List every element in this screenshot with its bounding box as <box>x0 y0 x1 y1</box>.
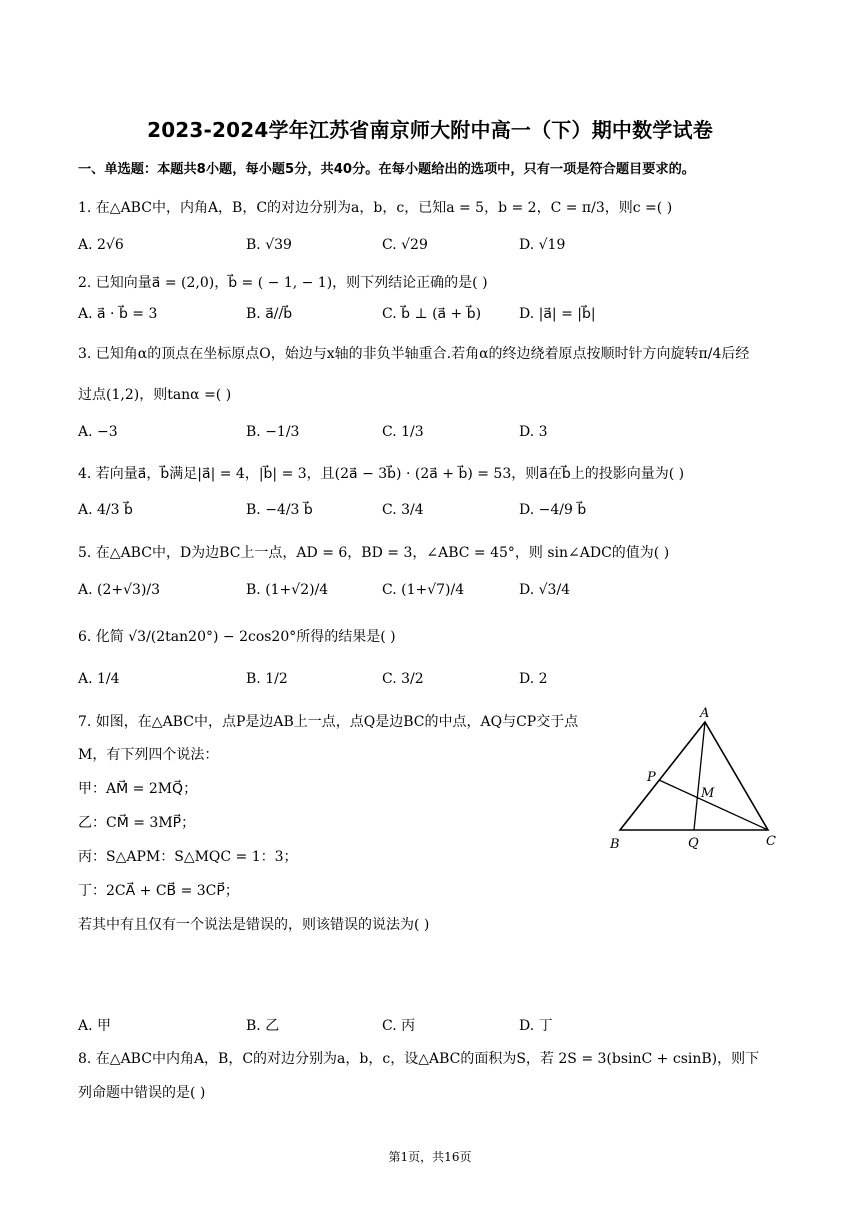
triangle-abc <box>620 722 768 830</box>
question-4-stem: 4. 若向量a⃗，b⃗满足|a⃗| = 4，|b⃗| = 3，且(2a⃗ − 3b⃗) · (2a⃗ + b⃗) = 53，则a⃗在b⃗上的投影向量为( ) <box>78 466 685 482</box>
question-1-stem: 1. 在△ABC中，内角A，B，C的对边分别为a，b，c，已知a = 5，b = 2，C = π/3，则c =( ) <box>78 200 673 216</box>
question-3-stem-line-2: 过点(1,2)，则tanα =( ) <box>78 387 232 403</box>
label-a: A <box>700 706 710 721</box>
q2-option-a: A. a⃗ · b⃗ = 3 <box>78 306 158 322</box>
question-7-stem-line-2: M，有下列四个说法： <box>78 747 219 763</box>
q6-option-d: D. 2 <box>519 671 548 687</box>
section-heading: 一、单选题：本题共8小题，每小题5分，共40分。在每小题给出的选项中，只有一项是符合题目要求的。 <box>78 162 695 177</box>
q5-option-a: A. (2+√3)/3 <box>78 582 161 598</box>
q7-option-b: B. 乙 <box>246 1018 280 1034</box>
question-7-stem-line-7: 若其中有且仅有一个说法是错误的，则该错误的说法为( ) <box>78 917 430 933</box>
label-b: B <box>610 837 620 852</box>
exam-title: 2023-2024学年江苏省南京师大附中高一（下）期中数学试卷 <box>147 118 713 142</box>
label-c: C <box>766 834 776 849</box>
q4-option-c: C. 3/4 <box>382 502 424 518</box>
label-p: P <box>647 770 656 785</box>
q2-option-d: D. |a⃗| = |b⃗| <box>519 306 596 322</box>
q7-option-c: C. 丙 <box>382 1018 416 1034</box>
q5-option-b: B. (1+√2)/4 <box>246 582 329 598</box>
triangle-figure <box>600 700 790 860</box>
question-8-stem-line-2: 列命题中错误的是( ) <box>78 1085 206 1101</box>
question-6-stem: 6. 化简 √3/(2tan20°) − 2cos20°所得的结果是( ) <box>78 629 396 645</box>
q5-option-c: C. (1+√7)/4 <box>382 582 465 598</box>
segment-aq <box>694 722 705 830</box>
question-3-stem-line-1: 3. 已知角α的顶点在坐标原点O，始边与x轴的非负半轴重合.若角α的终边绕着原点按顺时针方向旋转π/4后经 <box>78 346 750 362</box>
q3-option-a: A. −3 <box>78 424 118 440</box>
q3-option-c: C. 1/3 <box>382 424 424 440</box>
q2-option-c: C. b⃗ ⊥ (a⃗ + b⃗) <box>382 306 482 322</box>
q4-option-a: A. 4/3 b⃗ <box>78 502 133 518</box>
q6-option-b: B. 1/2 <box>246 671 288 687</box>
q6-option-a: A. 1/4 <box>78 671 120 687</box>
q5-option-d: D. √3/4 <box>519 582 571 598</box>
question-7-statement-jia: 甲：AM⃗ = 2MQ⃗； <box>78 781 198 797</box>
question-7-statement-bing: 丙：S△APM：S△MQC = 1：3； <box>78 849 298 865</box>
q1-option-b: B. √39 <box>246 237 292 253</box>
q4-option-d: D. −4/9 b⃗ <box>519 502 587 518</box>
q7-option-a: A. 甲 <box>78 1018 112 1034</box>
q3-option-d: D. 3 <box>519 424 548 440</box>
question-7-statement-ding: 丁：2CA⃗ + CB⃗ = 3CP⃗； <box>78 883 239 899</box>
q1-option-c: C. √29 <box>382 237 428 253</box>
question-7-statement-yi: 乙：CM⃗ = 3MP⃗； <box>78 815 196 831</box>
q3-option-b: B. −1/3 <box>246 424 300 440</box>
label-m: M <box>701 786 715 801</box>
question-8-stem-line-1: 8. 在△ABC中内角A，B，C的对边分别为a，b，c，设△ABC的面积为S，若 2S = 3(bsinC + csinB)，则下 <box>78 1051 760 1067</box>
q7-option-d: D. 丁 <box>519 1018 553 1034</box>
q4-option-b: B. −4/3 b⃗ <box>246 502 313 518</box>
page-footer: 第1页，共16页 <box>388 1150 472 1164</box>
q6-option-c: C. 3/2 <box>382 671 424 687</box>
q2-option-b: B. a⃗//b⃗ <box>246 306 293 322</box>
q1-option-a: A. 2√6 <box>78 237 124 253</box>
question-5-stem: 5. 在△ABC中，D为边BC上一点，AD = 6，BD = 3，∠ABC = 45°，则 sin∠ADC的值为( ) <box>78 545 670 561</box>
label-q: Q <box>688 836 699 851</box>
q1-option-d: D. √19 <box>519 237 566 253</box>
question-7-stem-line-1: 7. 如图，在△ABC中，点P是边AB上一点，点Q是边BC的中点，AQ与CP交于点 <box>78 714 579 730</box>
question-2-stem: 2. 已知向量a⃗ = (2,0)，b⃗ = ( − 1, − 1)，则下列结论正确的是( ) <box>78 275 488 291</box>
